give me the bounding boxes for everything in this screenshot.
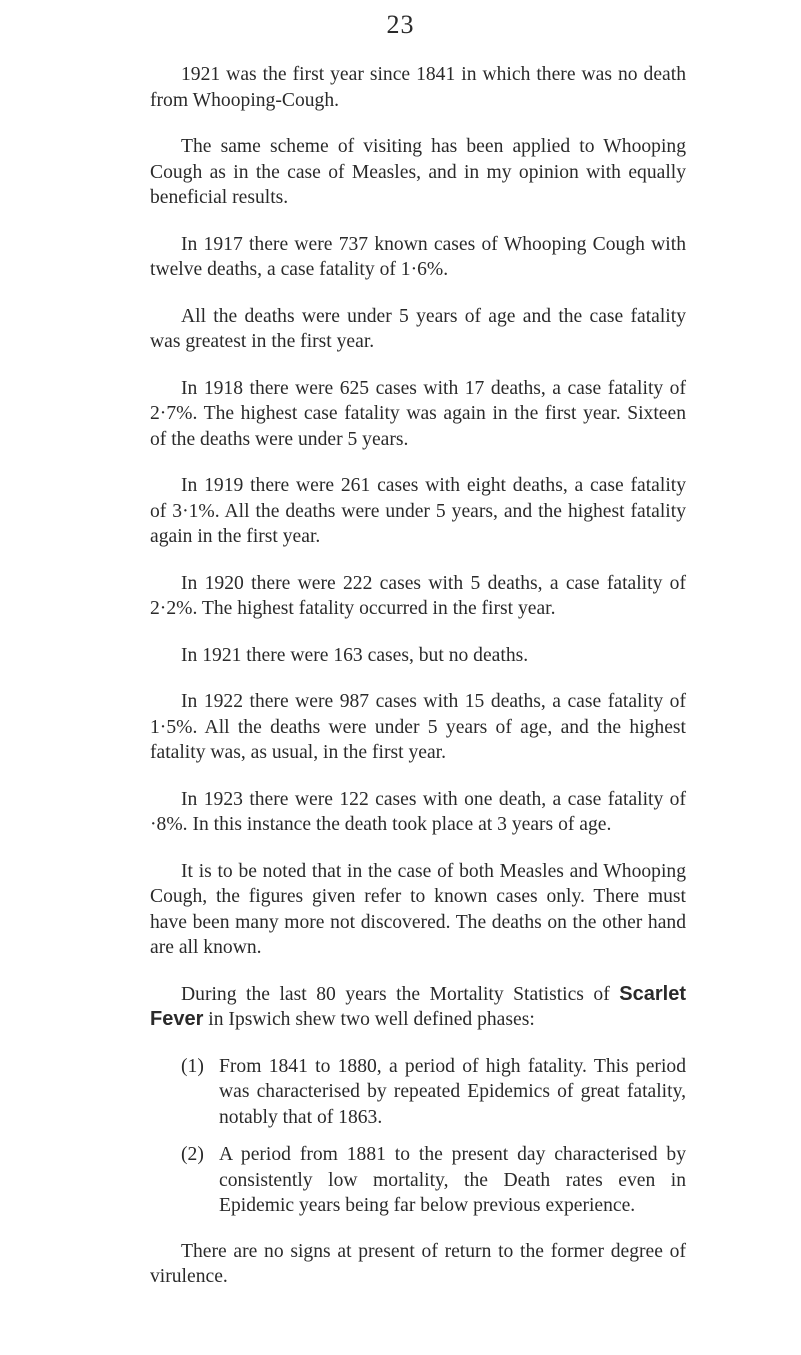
scarlet-intro-before: During the last 80 years the Mortality Statistics of [181, 983, 610, 1005]
paragraph-1918: In 1918 there were 625 cases with 17 deaths, a case fatality of 2·7%. The highest case fatality was again in the first year. Sixteen of the deaths were under 5 years. [150, 377, 686, 450]
page-body [150, 62, 686, 1311]
paragraph-1921: In 1921 there were 163 cases, but no deaths. [181, 644, 529, 666]
scarlet-intro-after: in Ipswich shew two well defined phases: [208, 1009, 535, 1030]
phase-text-2: A period from 1881 to the present day characterised by consistently low mortality, the Death rates even in Epidemic years being far below previous experience. [219, 1144, 686, 1216]
phase-marker-1: (1) [181, 1055, 204, 1077]
paragraph-1923: In 1923 there were 122 cases with one death, a case fatality of ·8%. In this instance the death took place at 3 years of age. [150, 788, 686, 835]
phase-item-1 [181, 1054, 686, 1131]
phase-text-1: From 1841 to 1880, a period of high fatality. This period was characterised by repeated Epidemics of great fatality, notably that of 1863. [219, 1055, 686, 1128]
paragraph-scarlet-fever-intro [150, 982, 686, 1033]
paragraph-visiting-scheme: The same scheme of visiting has been applied to Whooping Cough as in the case of Measles, and in my opinion with equally beneficial results. [150, 136, 686, 208]
paragraph-whooping-cough-1921: 1921 was the first year since 1841 in which there was no death from Whooping-Cough. [150, 64, 686, 111]
paragraph-1917-ages: All the deaths were under 5 years of age and the case fatality was greatest in the first year. [150, 305, 686, 352]
phase-marker-2: (2) [181, 1144, 204, 1165]
paragraph-1922: In 1922 there were 987 cases with 15 deaths, a case fatality of 1·5%. All the deaths were under 5 years of age, and the highest fatality was, as usual, in the first year. [150, 691, 686, 763]
scarlet-fever-heading: Scarlet Fever [150, 982, 687, 1030]
paragraph-1919: In 1919 there were 261 cases with eight deaths, a case fatality of 3·1%. All the deaths were under 5 years, and the highest fatality again in the first year. [150, 475, 686, 547]
paragraph-1917: In 1917 there were 737 known cases of Whooping Cough with twelve deaths, a case fatality of 1·6%. [150, 233, 686, 280]
paragraph-closing: There are no signs at present of return to the former degree of virulence. [150, 1240, 686, 1287]
paragraph-1920: In 1920 there were 222 cases with 5 deaths, a case fatality of 2·2%. The highest fatality occurred in the first year. [150, 572, 686, 619]
paragraph-known-cases-note: It is to be noted that in the case of both Measles and Whooping Cough, the figures given refer to known cases only. There must have been many more not discovered. The deaths on the other hand are all known. [150, 860, 686, 958]
page-number: 23 [386, 10, 415, 39]
phase-item-2 [181, 1142, 686, 1219]
